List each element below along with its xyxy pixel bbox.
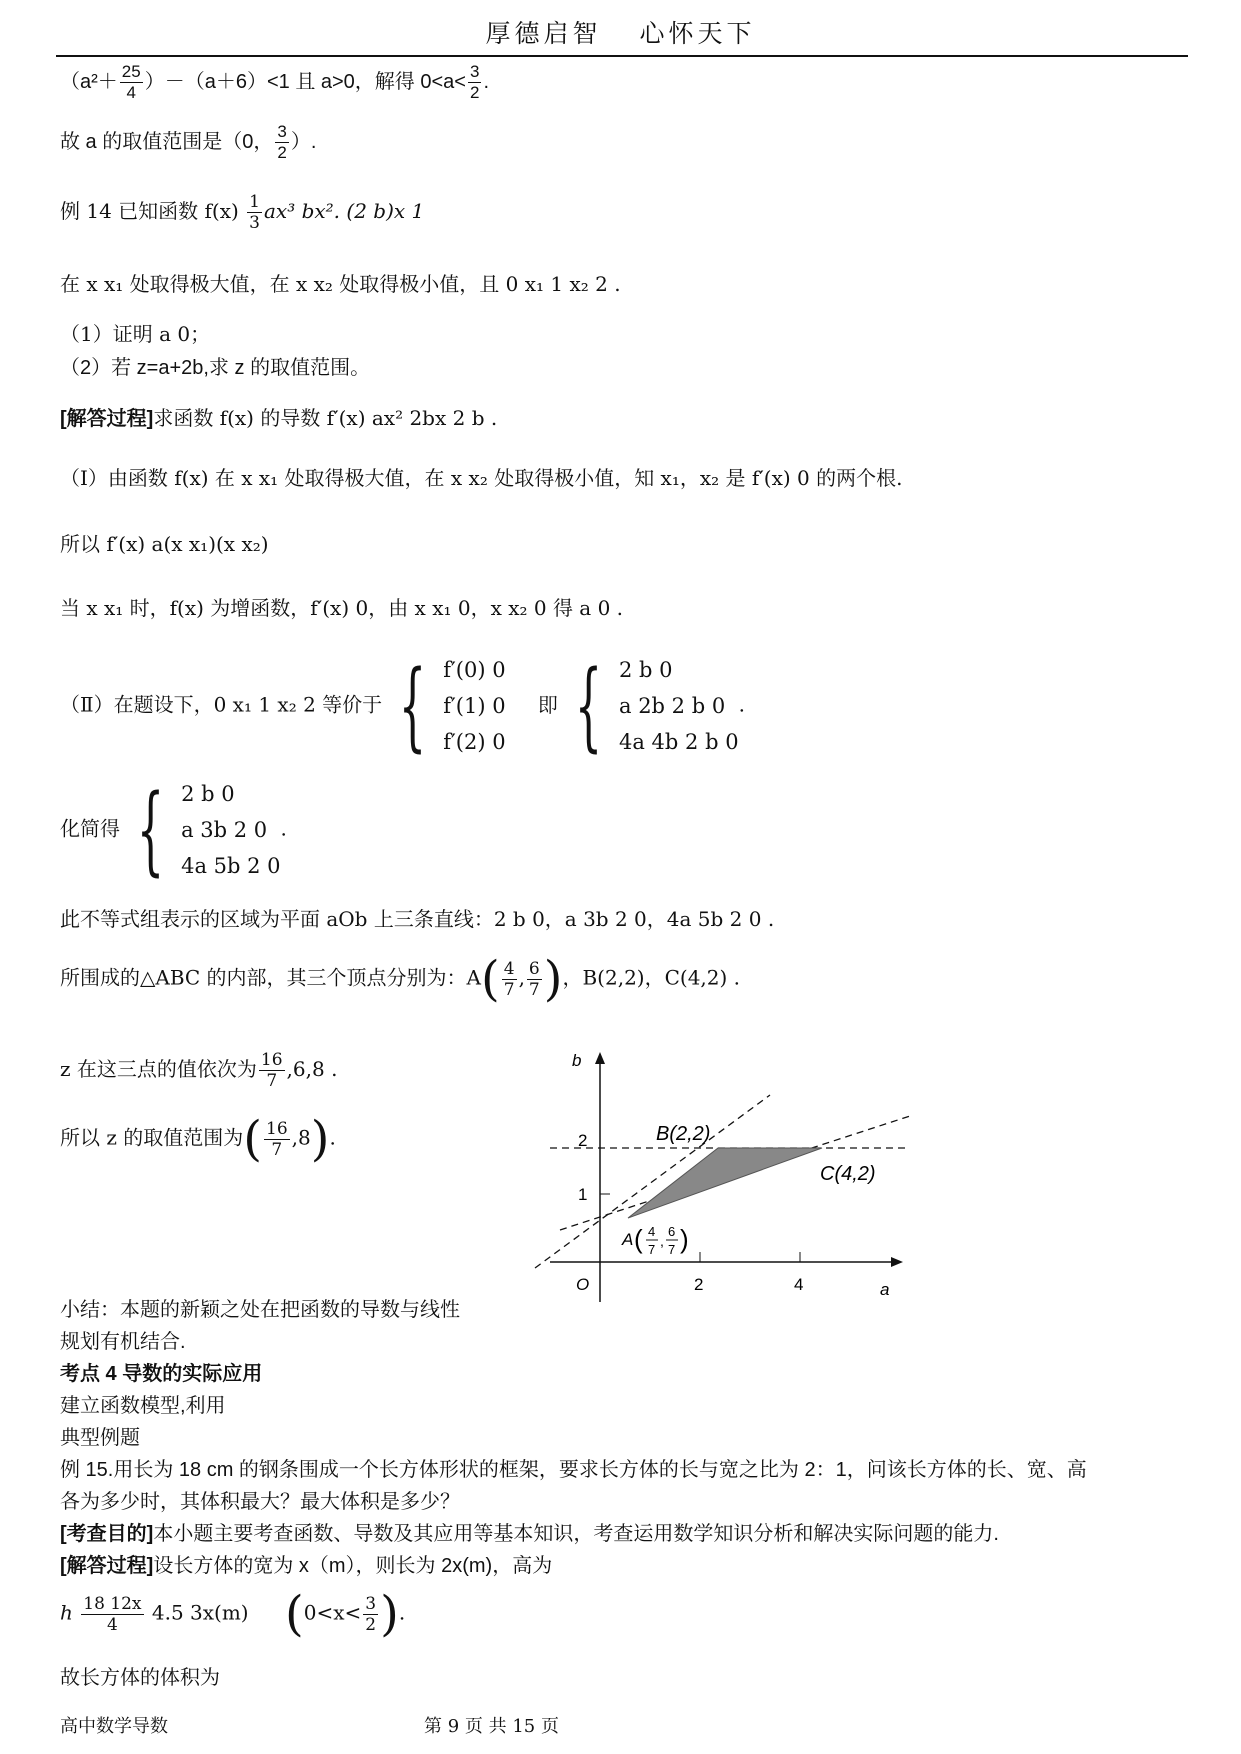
fraction-25-4: $\frac{25}{4}$ xyxy=(121,62,141,102)
three-lines: 此不等式组表示的区域为平面 aOb 上三条直线：2 b 0，a 3b 2 0，4a 5b 2 0 . xyxy=(60,907,775,931)
tick-y-2: 2 xyxy=(578,1131,588,1150)
label-b: B(2,2) xyxy=(656,1123,711,1145)
system-f-values: f′(0) 0 f′(1) 0 f′(2) 0 xyxy=(443,658,506,754)
triangle-abc xyxy=(628,1148,822,1218)
triangle-vertices: 所围成的△ABC 的内部，其三个顶点分别为：A( $\frac{4}{7}$ , $\frac{6}{7}$ )，B(2,2)，C(4,2) . xyxy=(60,951,741,1007)
label-a: A xyxy=(622,1230,634,1249)
simplified-system: 化简得 { 2 b 0 a 3b 2 0 4a 5b 2 0 . xyxy=(60,774,287,886)
tick-y-1: 1 xyxy=(578,1185,588,1204)
svg-text:): ) xyxy=(680,1224,689,1254)
solution-2-line: [解答过程]设长方体的宽为 x（m），则长为 2x(m)，高为 xyxy=(60,1555,553,1577)
svg-text:7: 7 xyxy=(648,1242,656,1257)
aim-line: [考查目的]本小题主要考查函数、导数及其应用等基本知识，考查运用数学知识分析和解决实际问题的能力. xyxy=(60,1523,999,1545)
axis-b-label: b xyxy=(572,1051,582,1070)
height-formula: h $\frac{18 12x}{4}$ 4.5 3x(m) (0<x< $\frac{3}{2}$ ). xyxy=(60,1586,406,1642)
header-motto-left: 厚德启智 xyxy=(485,19,602,48)
typical-examples: 典型例题 xyxy=(60,1427,140,1449)
example-15-line-2: 各为多少时，其体积最大？最大体积是多少？ xyxy=(60,1491,460,1513)
tick-x-2: 2 xyxy=(694,1275,704,1294)
kd4-note: 建立函数模型,利用 xyxy=(60,1395,226,1417)
z-range: 所以 z 的取值范围为( $\frac{16}{7}$ ,8). xyxy=(60,1111,336,1167)
feasible-region-graph xyxy=(510,1040,920,1310)
svg-text:4: 4 xyxy=(648,1224,656,1239)
footer-page-number: 第 9 页 共 15 页 xyxy=(424,1716,559,1737)
page-header xyxy=(0,14,1241,50)
fraction-1-3: $\frac{1}{3}$ xyxy=(249,192,260,233)
fraction-3-2b: $\frac{3}{2}$ xyxy=(277,122,287,162)
svg-text:7: 7 xyxy=(668,1242,676,1257)
svg-text:6: 6 xyxy=(668,1224,676,1239)
z-values: z 在这三点的值依次为 $\frac{16}{7}$ ,6,8 . xyxy=(60,1050,338,1091)
part-1-conclusion: 当 x x₁ 时，f(x) 为增函数，f′(x) 0，由 x x₁ 0，x x₂ 0 得 a 0 . xyxy=(60,596,624,620)
solution-derivative: [解答过程]求函数 f(x) 的导数 f′(x) ax² 2bx 2 b . xyxy=(60,406,498,430)
line-range-a: 故 a 的取值范围是（0， $\frac{3}{2}$ ）. xyxy=(60,122,317,162)
question-2: （2）若 z=a+2b,求 z 的取值范围。 xyxy=(60,357,371,379)
system-simplified: 2 b 0 a 3b 2 0 4a 5b 2 0 xyxy=(181,782,281,878)
volume-intro: 故长方体的体积为 xyxy=(60,1667,220,1689)
header-rule xyxy=(56,55,1188,57)
line-inequality: （a²＋ $\frac{25}{4}$ ）－（a＋6）<1 且 a>0，解得 0<a< $\frac{3}{2}$ . xyxy=(60,62,489,102)
example-14-title: 例 14 已知函数 f(x) $\frac{1}{3}$ ax³ bx². (2 b)x 1 xyxy=(60,192,425,233)
summary-line-2: 规划有机结合. xyxy=(60,1331,186,1353)
tick-x-4: 4 xyxy=(794,1275,804,1294)
label-c: C(4,2) xyxy=(820,1163,876,1185)
part-1-roots: （Ⅰ）由函数 f(x) 在 x x₁ 处取得极大值，在 x x₂ 处取得极小值，知 x₁，x₂ 是 f′(x) 0 的两个根. xyxy=(60,466,903,490)
footer-left: 高中数学导数 xyxy=(60,1716,168,1736)
svg-text:(: ( xyxy=(634,1224,643,1254)
example-14-condition: 在 x x₁ 处取得极大值，在 x x₂ 处取得极小值，且 0 x₁ 1 x₂ 2 . xyxy=(60,272,621,296)
part-1-factor: 所以 f′(x) a(x x₁)(x x₂) xyxy=(60,532,269,556)
part-2-system: （Ⅱ）在题设下，0 x₁ 1 x₂ 2 等价于 { f′(0) 0 f′(1) 0 f′(2) 0 即 { 2 b 0 a 2b 2 b 0 4a 4b 2 b 0 . xyxy=(60,650,745,762)
summary-line-1: 小结：本题的新颖之处在把函数的导数与线性 xyxy=(60,1299,460,1321)
example-15-line-1: 例 15.用长为 18 cm 的钢条围成一个长方体形状的框架，要求长方体的长与宽之比为 2：1，问该长方体的长、宽、高 xyxy=(60,1459,1087,1481)
section-heading-kd4: 考点 4 导数的实际应用 xyxy=(60,1363,263,1385)
origin-label: O xyxy=(576,1275,590,1294)
svg-text:,: , xyxy=(660,1233,664,1249)
system-expanded: 2 b 0 a 2b 2 b 0 4a 4b 2 b 0 xyxy=(619,658,739,754)
axis-a-label: a xyxy=(880,1280,890,1299)
question-1: （1）证明 a 0； xyxy=(60,322,211,346)
header-motto-right: 心怀天下 xyxy=(639,19,756,48)
fraction-3-2: $\frac{3}{2}$ xyxy=(469,62,480,102)
